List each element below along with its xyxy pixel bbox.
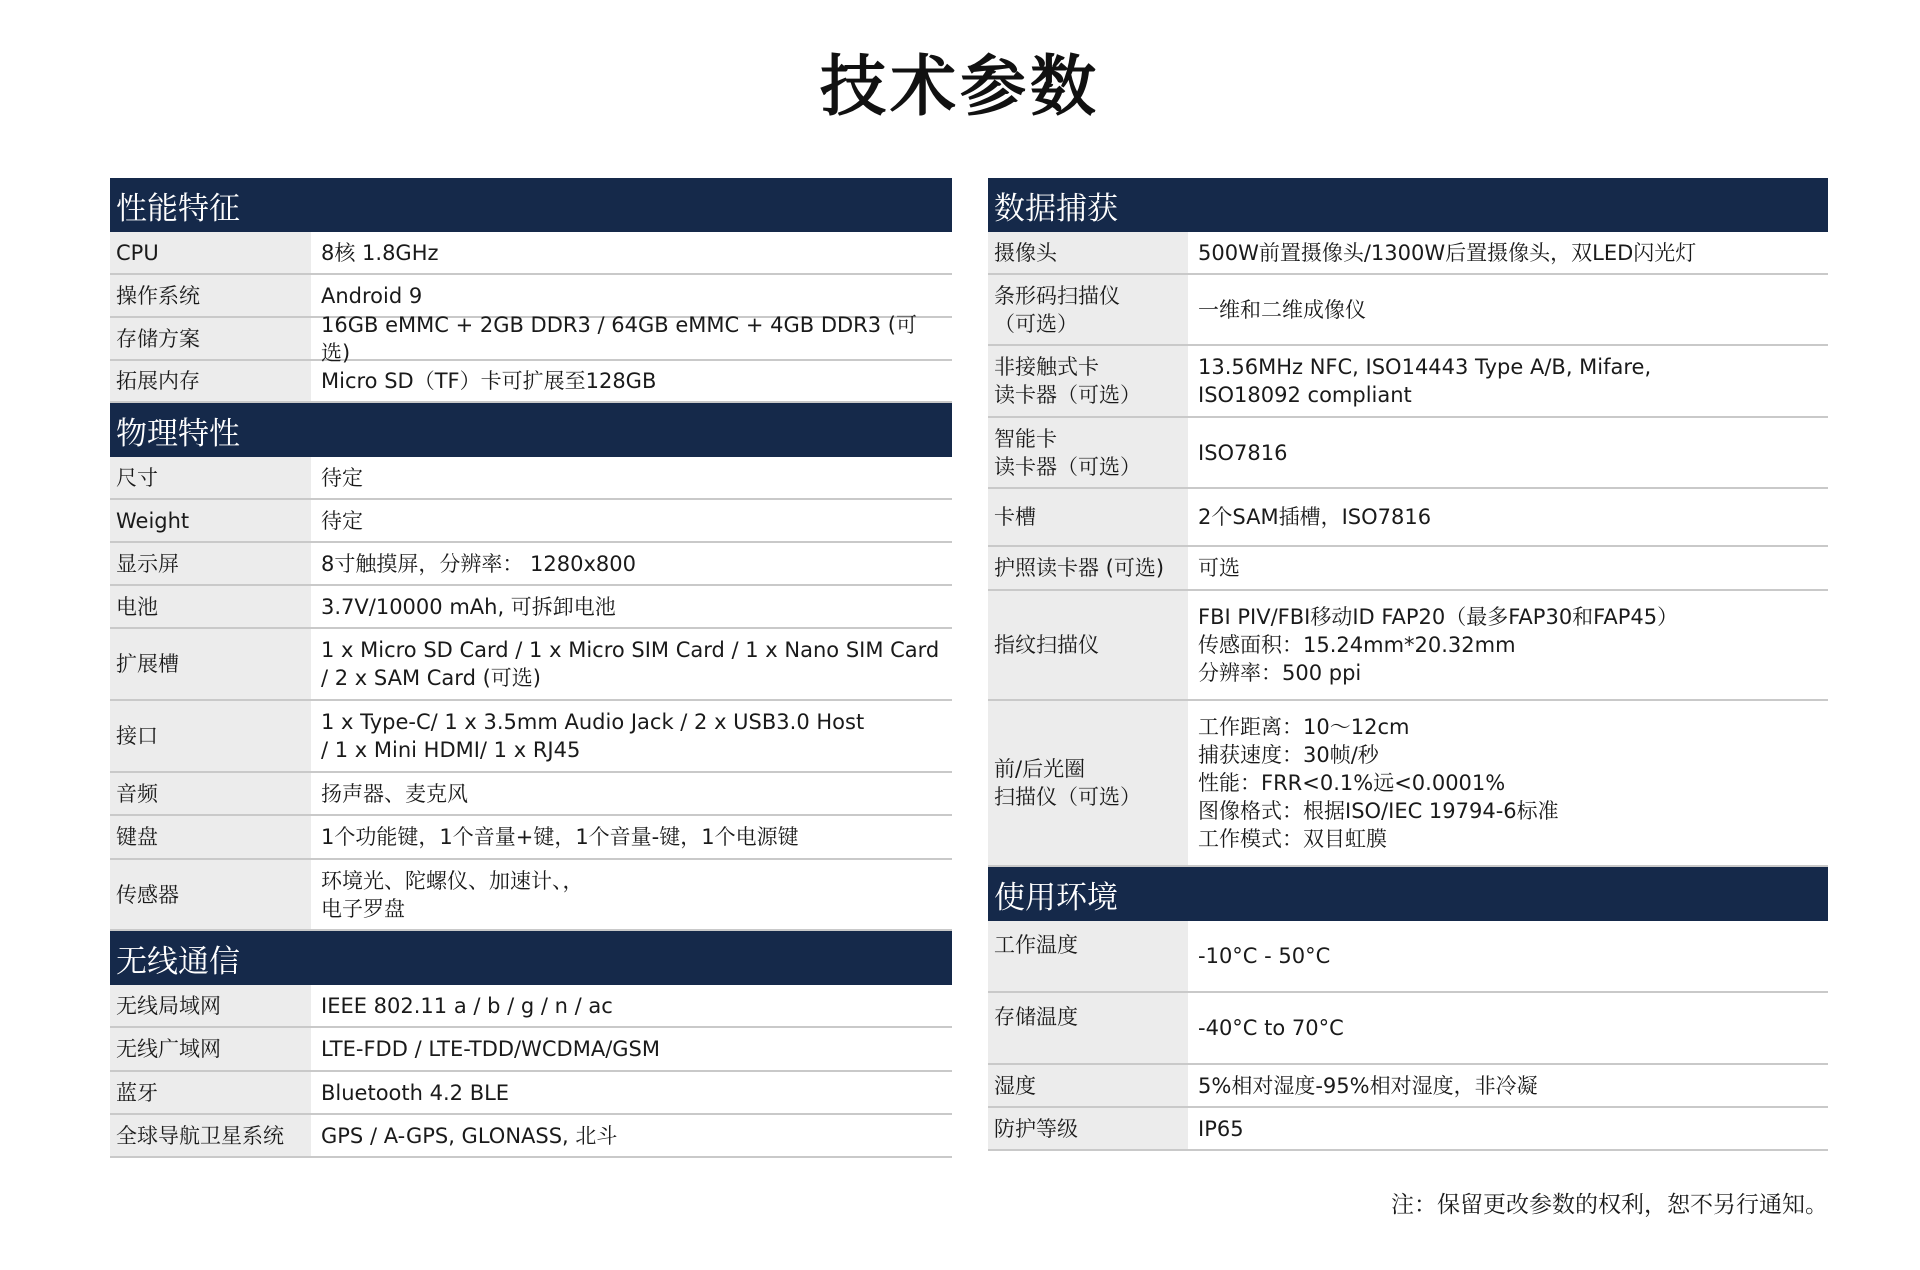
spec-value [311,773,952,814]
spec-label [988,275,1188,344]
spec-label [110,275,311,316]
spec-label-text: 条形码扫描仪 [994,283,1120,308]
spec-label-text: 扩展槽 [116,652,179,676]
spec-value [1188,701,1828,865]
spec-value [311,701,952,771]
spec-label-text: 传感器 [116,882,179,907]
spec-value-line: 分辨率：500 ppi [1198,661,1362,685]
spec-label-text: 防护等级 [994,1116,1078,1141]
spec-value [1188,418,1828,487]
spec-row [988,1065,1828,1108]
spec-value [1188,547,1828,589]
spec-value [1188,1065,1828,1106]
spec-label [988,547,1188,589]
spec-value [311,985,952,1026]
spec-label-text: 全球导航卫星系统 [116,1123,284,1148]
spec-label [988,346,1188,416]
spec-value-line: 图像格式：根据ISO/IEC 19794-6标准 [1198,799,1559,823]
spec-value-line: 1个功能键，1个音量+键，1个音量-键，1个电源键 [321,825,799,849]
spec-value [311,312,952,365]
spec-value-line: 1 x Micro SD Card / 1 x Micro SIM Card / 1 x Nano SIM Card [321,638,940,662]
spec-label-text: 前/后光圈 [994,757,1086,781]
spec-value-line: Bluetooth 4.2 BLE [321,1080,510,1105]
spec-value-line: GPS / A-GPS, GLONASS, 北斗 [321,1123,618,1148]
spec-label-text: 音频 [116,781,158,806]
spec-row [110,629,952,701]
spec-label-text: 湿度 [994,1073,1036,1098]
spec-row [110,361,952,403]
spec-label [110,701,311,771]
spec-label [110,457,311,498]
spec-value [311,1072,952,1113]
spec-row [988,346,1828,418]
spec-value-line: 5%相对湿度-95%相对湿度，非冷凝 [1198,1073,1538,1098]
spec-value-line: 捕获速度：30帧/秒 [1198,743,1379,767]
spec-label-text: 智能卡 [994,426,1057,451]
spec-label-text: 存储方案 [116,326,200,351]
spec-label [988,1065,1188,1106]
spec-label-text: 指纹扫描仪 [994,633,1099,657]
spec-label [110,860,311,929]
spec-label [988,1108,1188,1149]
spec-row [110,816,952,860]
spec-value-line: 13.56MHz NFC, ISO14443 Type A/B, Mifare, [1198,355,1652,379]
footnote: 注：保留更改参数的权利，恕不另行通知。 [1391,1192,1828,1218]
spec-value [311,232,952,273]
spec-value [311,629,952,699]
spec-row [988,1108,1828,1151]
spec-label-text: 接口 [116,724,158,748]
spec-label [988,232,1188,273]
spec-label-text: 摄像头 [994,240,1057,265]
spec-row [110,860,952,931]
spec-value-line: FBI PIV/FBI移动ID FAP20（最多FAP30和FAP45） [1198,605,1679,629]
spec-label-text: 显示屏 [116,551,179,576]
spec-row [110,701,952,773]
spec-value-line: IEEE 802.11 a / b / g / n / ac [321,993,613,1018]
spec-value-line: ISO18092 compliant [1198,383,1412,407]
spec-value [1188,993,1828,1063]
spec-value-line: Android 9 [321,283,423,308]
spec-value [311,543,952,584]
spec-label-text: 读卡器（可选） [994,383,1141,407]
spec-label [988,489,1188,545]
spec-value-line: 一维和二维成像仪 [1198,297,1366,322]
spec-label-text: 蓝牙 [116,1080,158,1105]
spec-value-line: 待定 [321,465,363,490]
spec-label [110,500,311,541]
spec-value [1188,346,1828,416]
page-title: 技术参数 [820,48,1100,125]
spec-row [988,547,1828,591]
spec-label [988,701,1188,865]
spec-value [311,500,952,541]
spec-label [110,1072,311,1113]
spec-label [110,361,311,401]
section-header: 数据捕获 [988,178,1828,232]
spec-value-line: 传感面积：15.24mm*20.32mm [1198,633,1516,657]
spec-row [988,489,1828,547]
spec-label-text: 读卡器（可选） [994,454,1141,479]
spec-row [110,1028,952,1072]
left-column [110,178,952,1158]
spec-label-text: 无线局域网 [116,993,221,1018]
spec-label-text: 拓展内存 [116,369,200,393]
spec-value-line: -40°C to 70°C [1198,1016,1344,1040]
spec-row [988,921,1828,993]
spec-value-line: LTE-FDD / LTE-TDD/WCDMA/GSM [321,1037,661,1061]
spec-value [1188,1108,1828,1149]
section-header: 使用环境 [988,867,1828,921]
spec-label-text: Weight [116,508,190,533]
spec-value-line: 环境光、陀螺仪、加速计、， [321,868,584,893]
spec-value-line: 性能：FRR<0.1%远<0.0001% [1198,771,1506,795]
spec-label [110,1028,311,1070]
spec-label [110,773,311,814]
spec-label-text: 操作系统 [116,283,200,308]
spec-value-line: 500W前置摄像头/1300W后置摄像头，双LED闪光灯 [1198,240,1697,265]
spec-value-line: 8寸触摸屏，分辨率： 1280x800 [321,551,636,576]
spec-row [110,773,952,816]
spec-label-text: CPU [116,240,159,265]
spec-value [311,860,952,929]
spec-value-line: / 1 x Mini HDMI/ 1 x RJ45 [321,738,581,762]
spec-row [988,275,1828,346]
spec-label-text: 工作温度 [994,933,1078,957]
spec-label-text: 无线广域网 [116,1037,221,1061]
spec-label-text: 护照读卡器 (可选) [994,556,1165,580]
spec-label [110,816,311,858]
spec-row [110,543,952,586]
spec-value-line: 待定 [321,508,363,533]
spec-label [110,543,311,584]
section-header: 性能特征 [110,178,952,232]
spec-label-text: 键盘 [116,825,158,849]
spec-value-line: Micro SD（TF）卡可扩展至128GB [321,369,657,393]
spec-value-line: / 2 x SAM Card (可选) [321,666,541,690]
spec-label [110,318,311,359]
spec-label [110,985,311,1026]
spec-row [110,232,952,275]
spec-row [110,1072,952,1115]
spec-value [1188,275,1828,344]
spec-value-line: 16GB eMMC + 2GB DDR3 / 64GB eMMC + 4GB DDR3 (可选) [321,312,917,365]
spec-row [988,701,1828,867]
spec-label [110,232,311,273]
spec-row [110,312,952,365]
spec-row [988,591,1828,701]
spec-value [311,1115,952,1156]
spec-row [988,993,1828,1065]
spec-label-text: 扫描仪（可选） [994,785,1141,809]
spec-label [988,993,1188,1063]
spec-label [988,418,1188,487]
spec-value [1188,232,1828,273]
spec-value [1188,489,1828,545]
spec-value-line: -10°C - 50°C [1198,944,1331,968]
spec-label [988,591,1188,699]
spec-value-line: 工作模式：双目虹膜 [1198,827,1387,851]
spec-row [110,985,952,1028]
spec-value [311,586,952,627]
spec-value [1188,591,1828,699]
spec-value-line: 1 x Type-C/ 1 x 3.5mm Audio Jack / 2 x USB3.0 Host [321,710,865,734]
spec-value [1188,921,1828,991]
spec-label-text: 电池 [116,594,158,619]
spec-row [988,232,1828,275]
spec-value [311,816,952,858]
right-column [988,178,1828,1151]
spec-value-line: IP65 [1198,1116,1244,1141]
spec-value-line: 3.7V/10000 mAh, 可拆卸电池 [321,594,616,619]
spec-label [988,921,1188,991]
spec-value-line: 电子罗盘 [321,896,405,921]
spec-value-line: ISO7816 [1198,440,1288,465]
spec-value-line: 8核 1.8GHz [321,240,439,265]
spec-value [311,457,952,498]
spec-value-line: 2个SAM插槽，ISO7816 [1198,505,1432,529]
spec-row [988,418,1828,489]
spec-value-line: 扬声器、麦克风 [321,781,468,806]
spec-row [110,500,952,543]
spec-label-text: 存储温度 [994,1005,1078,1029]
spec-row [110,586,952,629]
spec-row [110,1115,952,1158]
spec-label [110,629,311,699]
spec-value-line: 工作距离：10～12cm [1198,715,1410,739]
spec-row [110,457,952,500]
spec-label-text: 尺寸 [116,465,158,490]
section-header: 物理特性 [110,403,952,457]
spec-label-text: 卡槽 [994,505,1036,529]
spec-label-text: 非接触式卡 [994,355,1099,379]
spec-label-text: （可选） [994,311,1078,336]
spec-label [110,586,311,627]
spec-value [311,361,952,401]
section-header: 无线通信 [110,931,952,985]
spec-label [110,1115,311,1156]
spec-value-line: 可选 [1198,556,1240,580]
spec-value [311,1028,952,1070]
